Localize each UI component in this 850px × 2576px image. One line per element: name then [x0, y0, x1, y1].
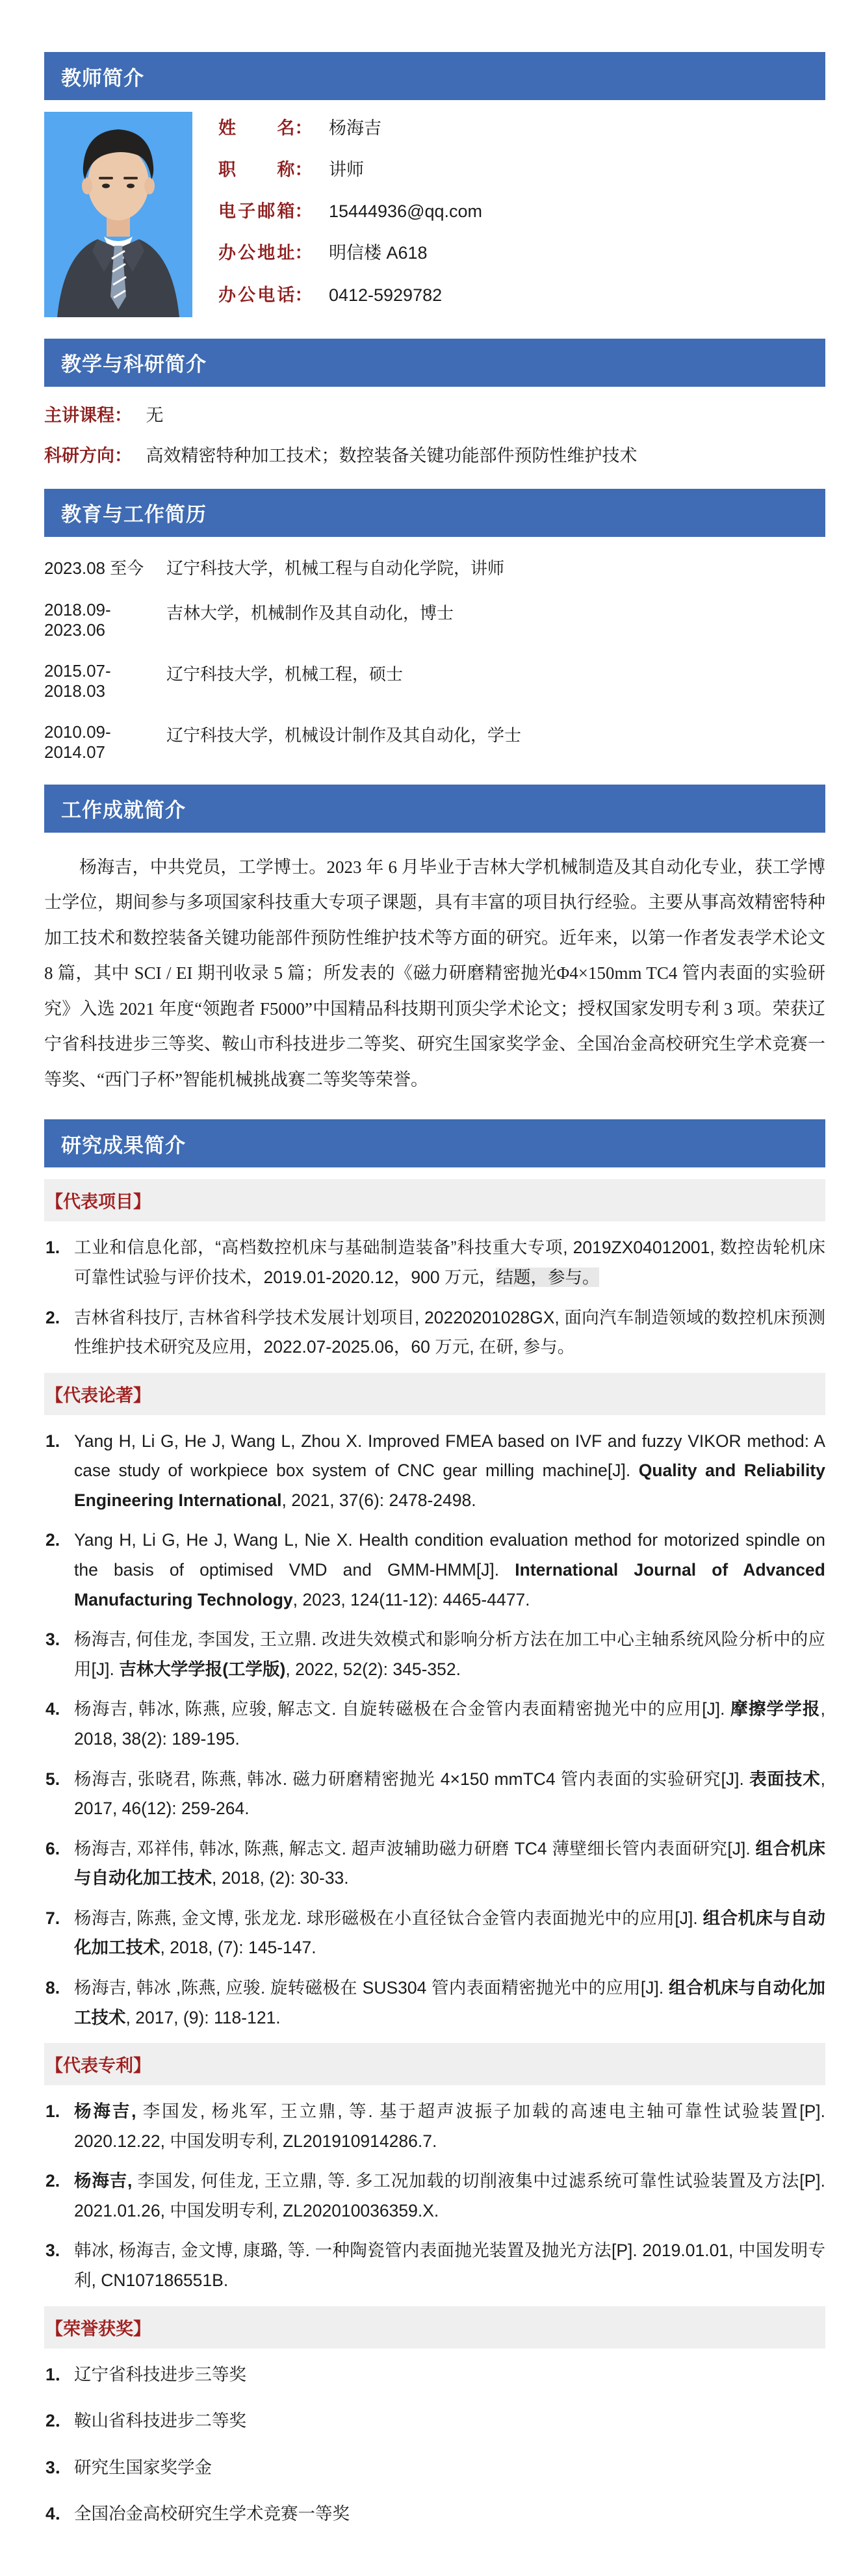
section-header-education-history [44, 489, 825, 537]
research-group-items [44, 1427, 825, 2033]
profile-field [218, 241, 482, 266]
profile-field-value: 杨海吉 [328, 118, 381, 138]
profile-field [218, 157, 482, 183]
list-item-number: 2． [45, 2411, 73, 2431]
research-group-heading-band [44, 2043, 825, 2085]
profile-field-label: 姓名： [218, 118, 313, 138]
portrait-photo-graphic [44, 112, 192, 317]
section-header-teaching-research [44, 339, 825, 387]
education-row [44, 600, 825, 640]
profile-field-label: 办公地址： [218, 243, 313, 263]
profile-field-value: 明信楼 A618 [328, 243, 428, 263]
list-item-text: Yang H, Li G, He J, Wang L, Nie X. Health condition evaluation method for motorized spindle on the basis of optimised VMD and GMM-HMM[J]. International Journal of Advanced Manufacturing Technology, 2023, 124(11-12): 4465-4477. [74, 1530, 825, 1609]
research-group [44, 2043, 825, 2295]
list-item-text: 杨海吉, 陈燕, 金文博, 张龙龙. 球形磁极在小直径钛合金管内表面抛光中的应用[J]. 组合机床与自动化加工技术, 2018, (7): 145-147. [74, 1908, 825, 1958]
teaching-row-label: 科研方向 [44, 446, 114, 466]
research-group-items [44, 2097, 825, 2295]
list-item-number: 2. [45, 2171, 60, 2191]
profile-field [218, 116, 482, 141]
list-item [44, 2360, 825, 2390]
list-item-number: 1. [45, 2101, 60, 2122]
education-detail: 辽宁科技大学，机械工程与自动化学院，讲师 [166, 558, 505, 578]
profile-field-label: 电子邮箱： [218, 202, 313, 222]
list-item [44, 1303, 825, 1362]
profile-field-label: 职称： [218, 160, 313, 180]
education-detail: 辽宁科技大学，机械设计制作及其自动化，学士 [166, 725, 522, 745]
list-item [44, 1526, 825, 1615]
list-item-text: 杨海吉, 邓祥伟, 韩冰, 陈燕, 解志文. 超声波辅助磁力研磨 TC4 薄壁细长管内表面研究[J]. 组合机床与自动化加工技术, 2018, (2): 30-33. [74, 1838, 826, 1888]
education-period: 2023.08 至今 [44, 558, 144, 578]
profile-section [44, 112, 825, 324]
research-group-items [44, 1233, 825, 1362]
teaching-row-label: 主讲课程 [44, 405, 114, 425]
list-item-number: 8. [45, 1977, 60, 1997]
list-item [44, 1765, 825, 1824]
list-item [44, 2499, 825, 2529]
education-row [44, 555, 825, 579]
list-item [44, 2406, 825, 2436]
research-group [44, 1179, 825, 1362]
list-item-number: 7. [45, 1908, 60, 1928]
profile-field [218, 283, 482, 308]
education-period: 2015.07-2018.03 [44, 660, 111, 701]
list-item-text: 工业和信息化部，“高档数控机床与基础制造装备”科技重大专项, 2019ZX04012001, 数控齿轮机床可靠性试验与评价技术，2019.01-2020.12，900 万元，结题，参与。 [74, 1238, 825, 1287]
research-group-heading: 【代表专利】 [45, 2056, 151, 2076]
research-group-heading: 【代表论著】 [45, 1385, 151, 1405]
list-item [44, 1973, 825, 2033]
list-item-number: 6. [45, 1838, 60, 1858]
section-title-teaching-research: 教学与科研简介 [61, 353, 207, 376]
profile-field-value: 讲师 [328, 160, 364, 180]
profile-field-value: 15444936@qq.com [328, 202, 483, 222]
education-history-rows [44, 555, 825, 762]
list-item [44, 1695, 825, 1754]
section-title-research-results: 研究成果简介 [61, 1134, 186, 1157]
education-period: 2018.09-2023.06 [44, 599, 111, 640]
research-group-items [44, 2360, 825, 2529]
section-header-teacher-profile [44, 52, 825, 100]
teaching-row [44, 443, 825, 469]
list-item [44, 2236, 825, 2295]
research-group-heading-band [44, 2306, 825, 2348]
list-item-text: 杨海吉, 李国发, 何佳龙, 王立鼎, 等. 多工况加载的切削液集中过滤系统可靠性试验装置及方法[P]. 2021.01.26, 中国发明专利, ZL202010036359.X. [74, 2171, 825, 2220]
research-group-heading: 【代表项目】 [45, 1192, 151, 1212]
research-group-heading: 【荣誉获奖】 [45, 2319, 151, 2339]
list-item-text: 杨海吉, 张晓君, 陈燕, 韩冰. 磁力研磨精密抛光 4×150 mmTC4 管内表面的实验研究[J]. 表面技术, 2017, 46(12): 259-264. [74, 1769, 826, 1819]
list-item [44, 2097, 825, 2156]
profile-field-label: 办公电话： [218, 285, 313, 305]
list-item [44, 1233, 825, 1292]
education-period: 2010.09-2014.07 [44, 722, 111, 762]
list-item-text: 杨海吉, 韩冰 ,陈燕, 应骏. 旋转磁极在 SUS304 管内表面精密抛光中的应用[J]. 组合机床与自动化加工技术, 2017, (9): 118-121. [74, 1977, 826, 2027]
research-group [44, 2306, 825, 2529]
list-item-number: 3. [45, 2241, 60, 2261]
list-item [44, 1834, 825, 1893]
list-item-text: 韩冰, 杨海吉, 金文博, 康璐, 等. 一种陶瓷管内表面抛光装置及抛光方法[P]. 2019.01.01, 中国发明专利, CN107186551B. [74, 2241, 825, 2291]
list-item [44, 1625, 825, 1684]
list-item-text: 吉林省科技厅, 吉林省科学技术发展计划项目, 20220201028GX, 面向汽车制造领域的数控机床预测性维护技术研究及应用，2022.07-2025.06，60 万元, 在研, 参与。 [74, 1307, 825, 1357]
list-item-text: 研究生国家奖学金 [74, 2457, 212, 2477]
research-group-heading-band [44, 1373, 825, 1415]
list-item-number: 1． [45, 2364, 73, 2384]
list-item-text: 全国冶金高校研究生学术竞赛一等奖 [74, 2504, 350, 2524]
teaching-research-rows [44, 402, 825, 469]
research-results-groups [44, 1179, 825, 2529]
list-item-number: 3. [45, 1630, 60, 1650]
list-item [44, 1904, 825, 1963]
list-item-number: 1. [45, 1238, 60, 1258]
teaching-row-colon: ： [114, 446, 132, 466]
profile-fields [218, 112, 482, 324]
section-title-achievements: 工作成就简介 [61, 799, 186, 822]
education-detail: 辽宁科技大学，机械工程，硕士 [166, 664, 404, 684]
education-detail: 吉林大学，机械制作及其自动化，博士 [166, 603, 454, 623]
list-item-number: 4． [45, 2504, 73, 2524]
list-item-number: 3． [45, 2457, 73, 2477]
education-row [44, 722, 825, 762]
achievement-paragraph: 杨海吉，中共党员，工学博士。2023 年 6 月毕业于吉林大学机械制造及其自动化专业，获工学博士学位，期间参与多项国家科技重大专项子课题，具有丰富的项目执行经验。主要从事高效精密特种加工技术和数控装备关键功能部件预防性维护技术等方面的研究。近年来，以第一作者发表学术论文 8 篇，其中 SCI / EI 期刊收录 5 篇；所发表的《磁力研磨精密抛光Φ4×150mm TC4 管内表面的实验研究》入选 2021 年度“领跑者 F5000”中国精品科技期刊顶尖学术论文；授权国家发明专利 3 项。荣获辽宁省科技进步三等奖、鞍山市科技进步二等奖、研究生国家奖学金、全国冶金高校研究生学术竞赛一等奖、“西门子杯”智能机械挑战赛二等奖等荣誉。 [44, 857, 825, 1089]
list-item-number: 5. [45, 1769, 60, 1789]
section-title-education-history: 教育与工作简历 [61, 503, 207, 527]
list-item [44, 2166, 825, 2226]
profile-field-value: 0412-5929782 [328, 285, 443, 305]
list-item-number: 1. [45, 1431, 60, 1451]
education-row [44, 661, 825, 701]
teacher-photo [44, 112, 192, 317]
teaching-row [44, 402, 825, 429]
list-item-text: 杨海吉, 何佳龙, 李国发, 王立鼎. 改进失效模式和影响分析方法在加工中心主轴系统风险分析中的应用[J]. 吉林大学学报(工学版), 2022, 52(2): 345-352. [74, 1630, 825, 1679]
list-item-number: 2. [45, 1307, 60, 1327]
list-item [44, 2453, 825, 2483]
list-item-text: 杨海吉, 韩冰, 陈燕, 应骏, 解志文. 自旋转磁极在合金管内表面精密抛光中的应用[J]. 摩擦学学报, 2018, 38(2): 189-195. [74, 1699, 826, 1749]
list-item-text: Yang H, Li G, He J, Wang L, Zhou X. Improved FMEA based on IVF and fuzzy VIKOR method: A case study of workpiece box system of CNC gear milling machine[J]. Quality and Reliability Engineering International, 2021, 37(6): 2478-2498. [74, 1431, 825, 1510]
research-group-heading-band [44, 1179, 825, 1221]
profile-field [218, 199, 482, 224]
section-header-achievements [44, 785, 825, 833]
list-item-text: 鞍山省科技进步二等奖 [74, 2411, 246, 2431]
list-item-number: 2. [45, 1530, 60, 1550]
list-item-number: 4. [45, 1699, 60, 1719]
list-item-text: 辽宁省科技进步三等奖 [74, 2364, 246, 2384]
teaching-row-value: 高效精密特种加工技术；数控装备关键功能部件预防性维护技术 [146, 446, 638, 466]
teaching-row-value: 无 [146, 405, 164, 425]
research-group [44, 1373, 825, 2033]
teaching-row-colon: ： [114, 405, 132, 425]
list-item-text: 杨海吉, 李国发, 杨兆军, 王立鼎, 等. 基于超声波振子加载的高速电主轴可靠性试验装置[P]. 2020.12.22, 中国发明专利, ZL201910914286.7. [74, 2101, 825, 2151]
section-header-research-results [44, 1119, 825, 1167]
list-item [44, 1427, 825, 1516]
section-title-teacher-profile: 教师简介 [61, 66, 144, 90]
